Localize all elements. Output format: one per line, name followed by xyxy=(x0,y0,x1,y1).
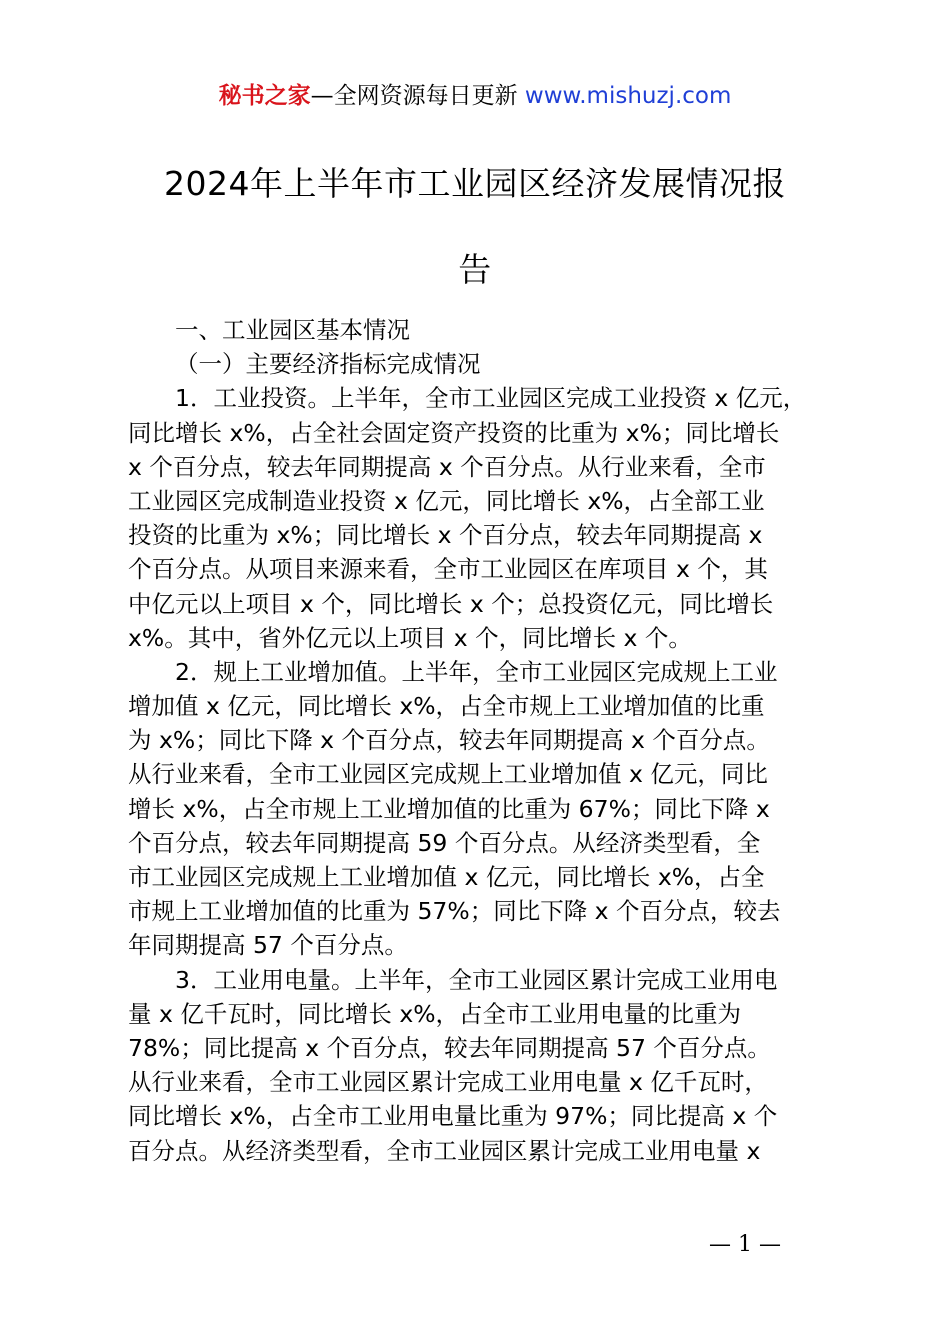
body-text-line: 市规上工业增加值的比重为 57%；同比下降 x 个百分点，较去 xyxy=(128,897,781,926)
body-text-line: 同比增长 x%，占全社会固定资产投资的比重为 x%；同比增长 xyxy=(128,418,780,447)
body-text-line: 工业园区完成制造业投资 x 亿元，同比增长 x%，占全部工业 xyxy=(128,486,765,515)
body-text-line: 2．规上工业增加值。上半年，全市工业园区完成规上工业 xyxy=(175,657,778,686)
body-text-line: x 个百分点，较去年同期提高 x 个百分点。从行业来看，全市 xyxy=(128,452,766,481)
body-text-line: 同比增长 x%，占全市工业用电量比重为 97%；同比提高 x 个 xyxy=(128,1102,778,1131)
body-text-line: 为 x%；同比下降 x 个百分点，较去年同期提高 x 个百分点。 xyxy=(128,726,770,755)
body-text-line: 百分点。从经济类型看，全市工业园区累计完成工业用电量 x xyxy=(128,1136,761,1165)
body-text-line: 个百分点。从项目来源来看，全市工业园区在库项目 x 个，其 xyxy=(128,555,768,584)
site-url-link[interactable]: www.mishuzj.com xyxy=(524,83,732,109)
body-text-line: 投资的比重为 x%；同比增长 x 个百分点，较去年同期提高 x xyxy=(128,521,763,550)
body-text-line: 3．工业用电量。上半年，全市工业园区累计完成工业用电 xyxy=(175,965,778,994)
body-text-line: 1．工业投资。上半年，全市工业园区完成工业投资 x 亿元， xyxy=(175,384,807,413)
body-text-line: 中亿元以上项目 x 个，同比增长 x 个；总投资亿元，同比增长 xyxy=(128,589,774,618)
title-line-2: 告 xyxy=(458,250,492,289)
body-text-line: 年同期提高 57 个百分点。 xyxy=(128,931,408,960)
body-text-line: x%。其中，省外亿元以上项目 x 个，同比增长 x 个。 xyxy=(128,623,692,652)
site-brand: 秘书之家 xyxy=(218,83,311,109)
site-tagline: —全网资源每日更新 xyxy=(310,83,525,109)
body-text-line: 个百分点，较去年同期提高 59 个百分点。从经济类型看，全 xyxy=(128,828,761,857)
body-text-line: 一、工业园区基本情况 xyxy=(175,316,410,344)
body-text-line: 从行业来看，全市工业园区累计完成工业用电量 x 亿千瓦时， xyxy=(128,1068,768,1097)
body-text-line: 增加值 x 亿元，同比增长 x%，占全市规上工业增加值的比重 xyxy=(128,692,765,721)
title-line-1: 2024年上半年市工业园区经济发展情况报 xyxy=(164,164,786,203)
body-text-line: 量 x 亿千瓦时，同比增长 x%，占全市工业用电量的比重为 xyxy=(128,999,742,1028)
body-text-line: （一）主要经济指标完成情况 xyxy=(175,350,481,379)
body-text-line: 从行业来看，全市工业园区完成规上工业增加值 x 亿元，同比 xyxy=(128,760,768,789)
document-title xyxy=(110,158,840,296)
body-text-line: 78%；同比提高 x 个百分点，较去年同期提高 57 个百分点。 xyxy=(128,1033,771,1062)
body-text-line: 增长 x%，占全市规上工业增加值的比重为 67%；同比下降 x xyxy=(128,794,770,823)
body-text-line: 市工业园区完成规上工业增加值 x 亿元，同比增长 x%，占全 xyxy=(128,863,765,891)
page-number: — 1 — xyxy=(709,1232,781,1257)
site-header xyxy=(0,80,950,112)
document-body xyxy=(128,313,838,1168)
